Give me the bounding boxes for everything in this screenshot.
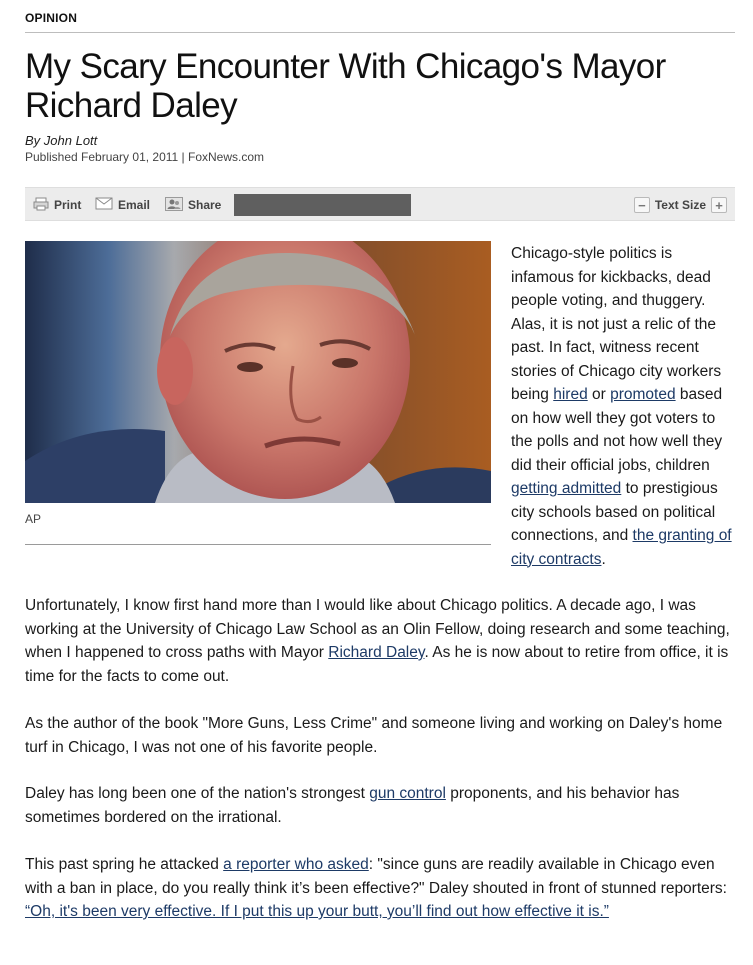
promoted-link[interactable]: promoted [610, 386, 676, 403]
reporter-who-asked-link[interactable]: a reporter who asked [223, 856, 369, 873]
envelope-icon [95, 197, 113, 213]
intro-text-4: to prestigious city schools based on political connections, and [511, 480, 718, 544]
share-people-icon [165, 197, 183, 214]
p2-text-1: As the author of the book "More Guns, Less Crime" and someone living and working on Daley's home turf in Chicago, I was not one of his favorite people. [25, 715, 723, 756]
p3-text-1: Daley has long been one of the nation's strongest [25, 785, 370, 802]
daley-quote-link[interactable]: “Oh, it's been very effective. If I put this up your butt, you’ll find out how effective it is.” [25, 903, 609, 920]
published-date: Published February 01, 2011 | FoxNews.com [25, 150, 265, 164]
share-label: Share [188, 198, 222, 212]
mayor-portrait-image [25, 241, 491, 503]
body-paragraph-2 [25, 712, 737, 759]
getting-admitted-link[interactable]: getting admitted [511, 480, 622, 497]
body-paragraph-4 [25, 853, 737, 924]
article-photo [25, 241, 491, 503]
hired-link[interactable]: hired [553, 386, 588, 403]
p1-text-1: Unfortunately, I know first hand more than I would like about Chicago politics. A decade ago, I was working at the University of Chicago Law School as an Olin Fellow, doing research and some teaching, when I happened to cross paths with Mayor [25, 597, 730, 661]
byline: By John Lott [25, 133, 98, 148]
intro-paragraph [511, 242, 739, 571]
text-size-decrease-button[interactable]: − [634, 197, 650, 213]
p3-text-2: proponents, and his behavior has sometimes bordered on the irrational. [25, 785, 680, 826]
gun-control-link[interactable]: gun control [369, 785, 446, 802]
text-size-control [634, 195, 727, 215]
print-label: Print [54, 198, 82, 212]
share-button[interactable] [165, 196, 221, 214]
body-paragraph-1 [25, 594, 737, 688]
body-paragraph-3 [25, 782, 737, 829]
section-divider [25, 32, 735, 33]
p1-text-2: . As he is now about to retire from office, it is time for the facts to come out. [25, 644, 729, 685]
intro-text-2: or [587, 386, 611, 403]
text-size-increase-button[interactable]: + [711, 197, 727, 213]
p4-text-1: This past spring he attacked [25, 856, 224, 873]
article-toolbar [25, 187, 735, 221]
photo-divider [25, 544, 491, 545]
email-label: Email [118, 198, 151, 212]
photo-credit: AP [25, 512, 42, 526]
email-button[interactable] [95, 196, 150, 214]
print-button[interactable] [33, 196, 81, 214]
intro-text-3: based on how well they got voters to the polls and not how well they did their official jobs, children [511, 386, 723, 474]
text-size-label: Text Size [654, 198, 706, 212]
printer-icon [33, 197, 49, 214]
section-label: OPINION [25, 11, 78, 25]
city-contracts-link[interactable]: the granting of city contracts [511, 527, 732, 568]
intro-text-5: . [601, 550, 606, 568]
p4-text-2: : "since guns are readily available in Chicago even with a ban in place, do you really think it’s been effective?" Daley shouted in front of stunned reporters: [25, 856, 727, 897]
intro-text-1: Chicago-style politics is infamous for kickbacks, dead people voting, and thuggery. Alas, it is not just a relic of the past. In fact, witness recent stories of Chicago city workers being [511, 245, 722, 403]
social-widget-placeholder[interactable] [234, 194, 411, 216]
richard-daley-link[interactable]: Richard Daley [328, 644, 425, 661]
article-headline: My Scary Encounter With Chicago's Mayor Richard Daley [25, 47, 666, 125]
